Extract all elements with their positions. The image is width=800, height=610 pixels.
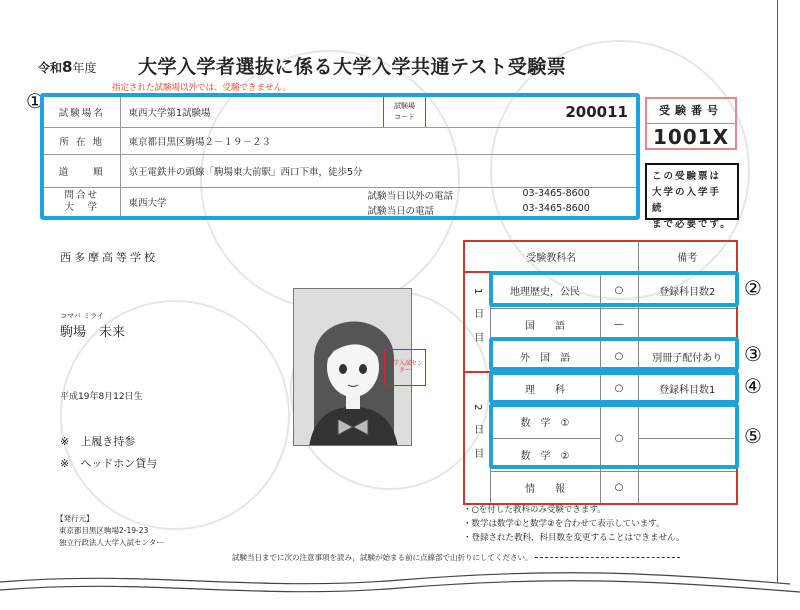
subject-note [638, 308, 737, 340]
subject-mark: ○ [600, 471, 638, 504]
venue-table [44, 97, 636, 216]
subjects-header-note: 備考 [638, 241, 737, 272]
subject-name: 数 学 ① [490, 405, 600, 438]
school-name: 西多摩高等学校 [60, 251, 158, 264]
subject-name: 数 学 ② [490, 438, 600, 471]
subject-mark: — [600, 308, 638, 340]
venue-address: 東京都目黒区駒場２－１９－２３ [120, 127, 636, 154]
marker-4: ④ [744, 374, 762, 398]
marker-5: ⑤ [744, 424, 762, 448]
venue-notice: 指定された試験場以外では、受験できません。 [112, 83, 292, 93]
photo-stamp: 大学入試センター [384, 349, 426, 386]
phone-day-label: 試験当日の電話 [367, 205, 435, 217]
subject-note: 別冊子配付あり [638, 340, 737, 372]
page-title: 大学入学者選抜に係る大学入学共通テスト受験票 [138, 56, 567, 78]
student-name: 駒場 未来 [60, 325, 126, 340]
subject-notes: ・○を付した教科のみ受験できます。 ・数学は数学①と数学②を合わせて表示しています。 ・登録された教科，科目数を変更することはできません。 [463, 505, 685, 543]
subject-name: 国 語 [490, 308, 600, 340]
exam-number-label: 受験番号 [647, 99, 735, 124]
fold-line [535, 557, 680, 558]
phone-day: 03-3465-8600 [522, 202, 590, 214]
subject-name: 理 科 [490, 372, 600, 405]
exam-number: 1001X [652, 125, 730, 149]
remark: ※ ヘッドホン貸与 [60, 457, 158, 470]
subject-mark: ○ [600, 272, 638, 308]
contact-cell [120, 187, 636, 216]
exam-number-box [645, 97, 737, 150]
marker-2: ② [744, 276, 762, 300]
keep-notice: この受験票は 大学の入学手続 まで必要です。 [645, 163, 739, 220]
day2-label: 2日目 [464, 372, 490, 504]
publisher: 【発行元】 東京都目黒区駒場2-19-23 独立行政法人大学入試センター [56, 514, 164, 547]
venue-route: 京王電鉄井の頭線「駒場東大前駅」西口下車，徒歩5分 [120, 154, 636, 187]
subject-note: 登録科目数1 [638, 372, 737, 405]
marker-3: ③ [744, 342, 762, 366]
subject-note: 登録科目数2 [638, 272, 737, 308]
fiscal-year: 令和8年度 [38, 58, 97, 76]
subjects-header-name: 受験教科名 [464, 241, 638, 272]
highlight-subject-2 [489, 271, 739, 307]
venue-code: 200011 [425, 97, 636, 127]
marker-1: ① [26, 89, 44, 113]
contact-label: 問合せ 大 学 [44, 187, 120, 216]
fold-instruction: 試験当日までに次の注意事項を読み，試験が始まる前に点線部で山折りにしてください。 [232, 553, 533, 562]
subject-mark: ○ [600, 405, 638, 471]
phone-other-label: 試験当日以外の電話 [367, 190, 454, 202]
tear-wave [0, 570, 800, 600]
subject-name: 地理歴史，公民 [490, 272, 600, 308]
venue-name: 東西大学第1試験場 [120, 97, 383, 127]
venue-code-label: 試験場 コード [383, 97, 425, 127]
phone-other: 03-3465-8600 [522, 187, 590, 199]
subject-name: 情 報 [490, 471, 600, 504]
day1-label: 1日目 [464, 272, 490, 372]
subject-mark: ○ [600, 340, 638, 372]
subject-note [638, 471, 737, 504]
subject-name: 外 国 語 [490, 340, 600, 372]
subject-mark: ○ [600, 372, 638, 405]
venue-name-label: 試験場名 [44, 97, 120, 127]
highlight-subject-4 [489, 371, 739, 404]
contact-university: 東西大学 [128, 197, 167, 209]
address-label: 所 在 地 [44, 127, 120, 154]
remark: ※ 上履き持参 [60, 435, 136, 448]
highlight-subject-5 [489, 403, 739, 469]
page-edge [777, 0, 778, 583]
birth-date: 平成19年8月12日生 [60, 392, 143, 402]
student-kana: コマバ ミライ [60, 312, 104, 320]
route-label: 道 順 [44, 154, 120, 187]
highlight-subject-3 [489, 337, 739, 371]
